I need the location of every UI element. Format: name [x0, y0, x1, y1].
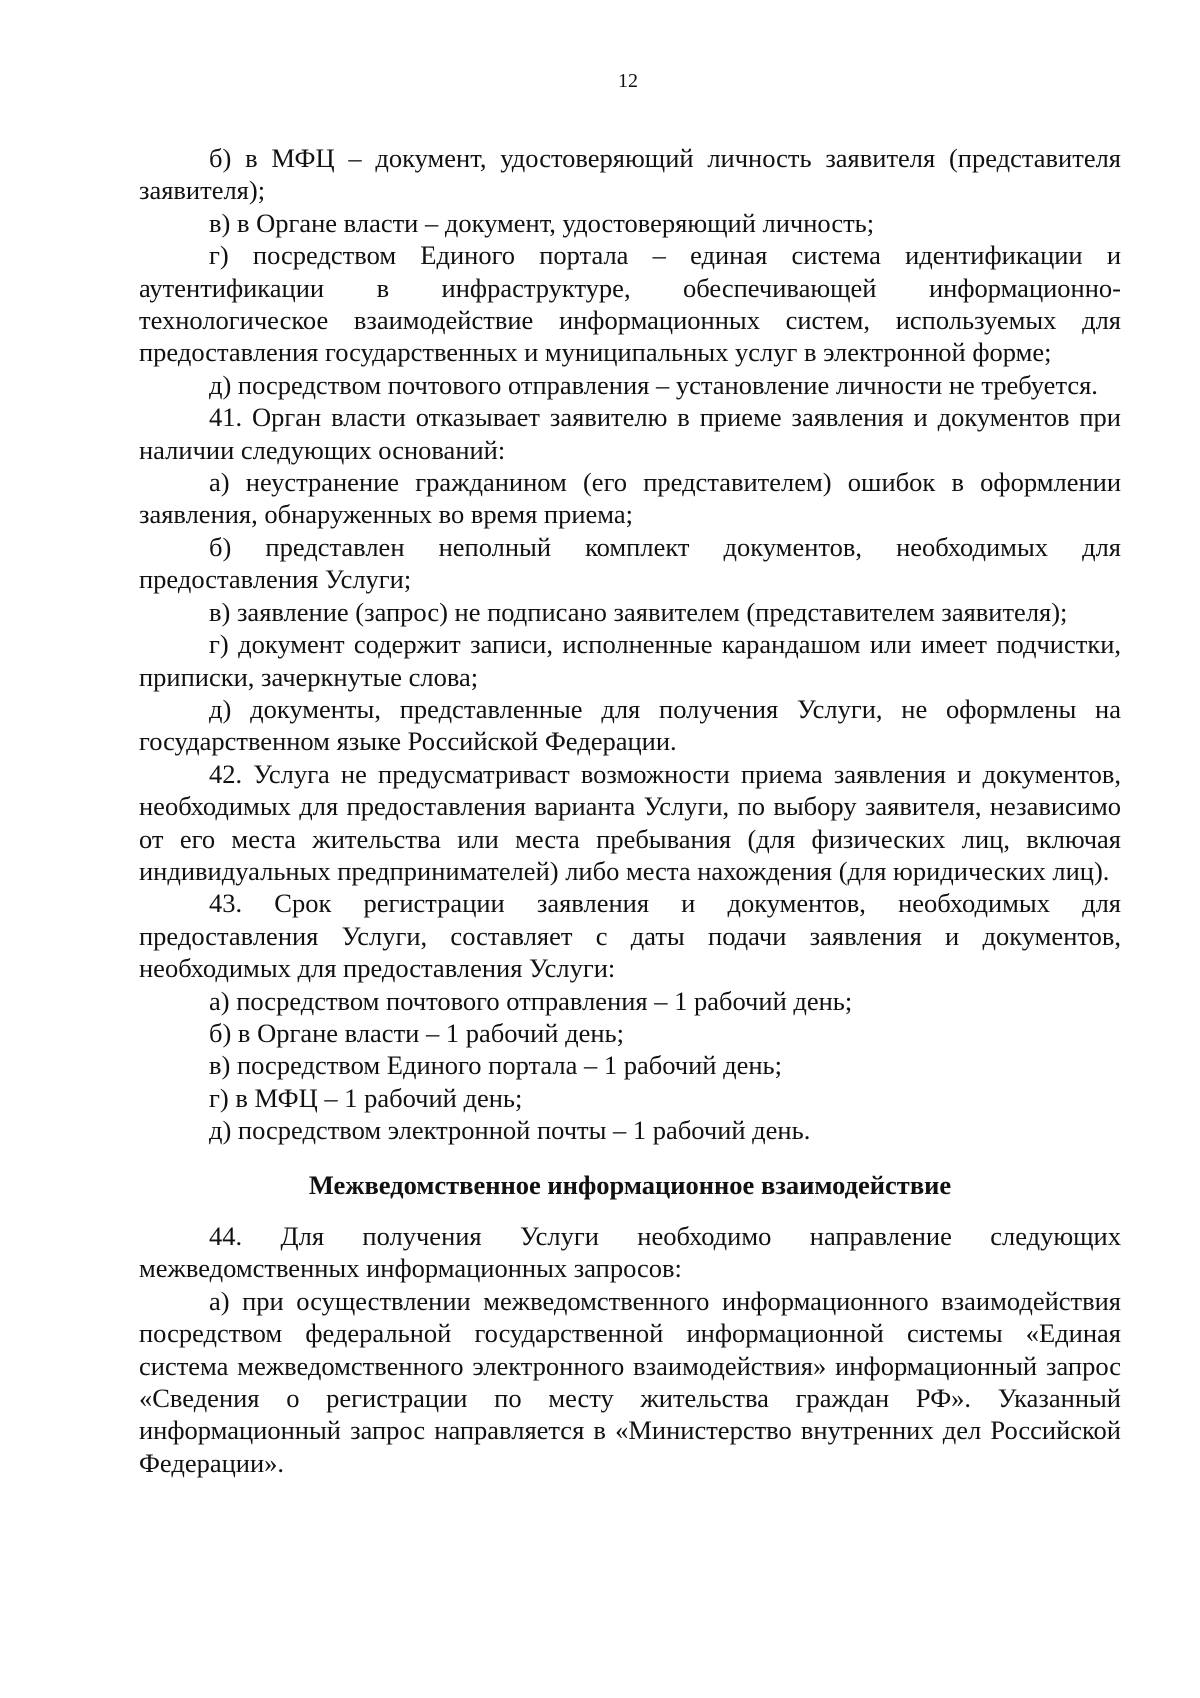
paragraph-43-a: а) посредством почтового отправления – 1 рабочий день;: [209, 985, 853, 1016]
paragraph-41-d: д) документы, представленные для получения Услуги, не оформлены на государственном языке Российской Федерации.: [139, 693, 1121, 757]
paragraph-43: 43. Срок регистрации заявления и документов, необходимых для предоставления Услуги, составляет с даты подачи заявления и документов, необходимых для предоставления Услуги:: [139, 888, 1121, 984]
paragraph-44-a: а) при осуществлении межведомственного информационного взаимодействия посредством федеральной государственной информационной системы «Единая система межведомственного электронного взаимодействия» информационный запрос «Сведения о регистрации по месту жительства граждан РФ». Указанный информационный запрос направляется в «Министерство внутренних дел Российской Федерации».: [139, 1285, 1121, 1478]
paragraph-41-a: а) неустранение гражданином (его представителем) ошибок в оформлении заявления, обнаруженных во время приема;: [139, 467, 1121, 530]
paragraph-43-v: в) посредством Единого портала – 1 рабочий день;: [209, 1050, 782, 1081]
paragraph-41-b: б) представлен неполный комплект документов, необходимых для предоставления Услуги;: [139, 531, 1121, 595]
paragraph-44: 44. Для получения Услуги необходимо направление следующих межведомственных информационных запросов:: [139, 1221, 1121, 1284]
paragraph-v-organ: в) в Органе власти – документ, удостоверяющий личность;: [209, 207, 875, 238]
paragraph-g-portal: г) посредством Единого портала – единая система идентификации и аутентификации в инфраструктуре, обеспечивающей информационно-технологическое взаимодействие информационных систем, используемых для предоставления государственных и муниципальных услуг в электронной форме;: [139, 240, 1121, 368]
section-heading: Межведомственное информационное взаимодействие: [308, 1169, 952, 1200]
page-number: 12: [618, 70, 638, 92]
paragraph-42: 42. Услуга не предусматриваст возможности приема заявления и документов, необходимых для предоставления варианта Услуги, по выбору заявителя, независимо от его места жительства или места пребывания (для физических лиц, включая индивидуальных предпринимателей) либо места нахождения (для юридических лиц).: [139, 758, 1121, 886]
paragraph-43-g: г) в МФЦ – 1 рабочий день;: [209, 1082, 523, 1113]
paragraph-b-mfc: б) в МФЦ – документ, удостоверяющий личность заявителя (представителя заявителя);: [139, 143, 1121, 206]
paragraph-43-d: д) посредством электронной почты – 1 рабочий день.: [209, 1115, 811, 1146]
paragraph-d-post: д) посредством почтового отправления – установление личности не требуется.: [209, 369, 1098, 400]
paragraph-41: 41. Орган власти отказывает заявителю в приеме заявления и документов при наличии следующих оснований:: [139, 402, 1121, 465]
document-body: [139, 142, 1121, 1479]
paragraph-41-v: в) заявление (запрос) не подписано заявителем (представителем заявителя);: [209, 596, 1068, 627]
paragraph-43-b: б) в Органе власти – 1 рабочий день;: [209, 1017, 624, 1048]
paragraph-41-g: г) документ содержит записи, исполненные карандашом или имеет подчистки, приписки, зачеркнутые слова;: [139, 629, 1121, 692]
